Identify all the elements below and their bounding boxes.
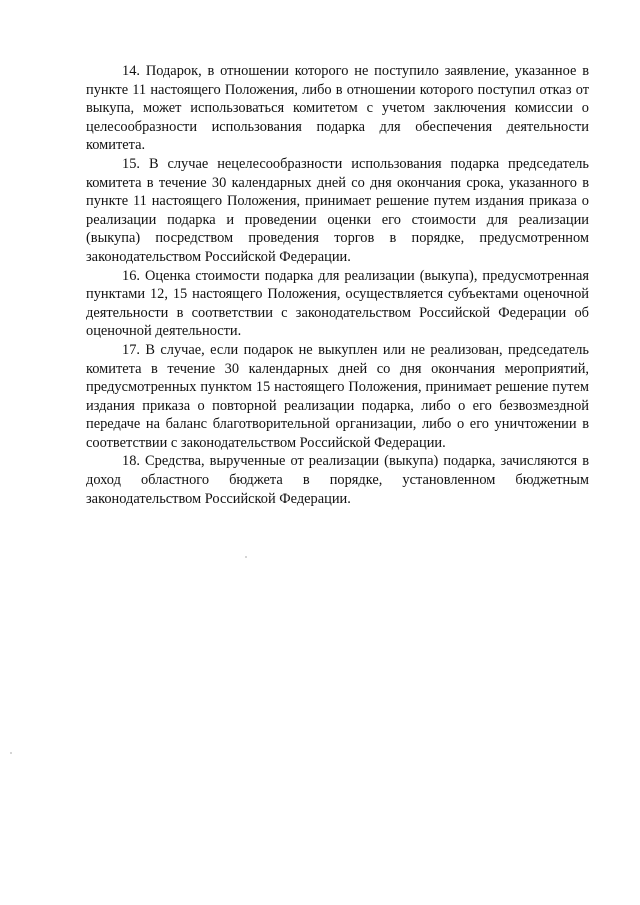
paragraph-14: 14. Подарок, в отношении которого не поступило заявление, указанное в пункте 11 настоящего Положения, либо в отношении которого поступил отказ от выкупа, может использоваться комитетом с учетом заключения комиссии о целесообразности использования подарка для обеспечения деятельности комитета. — [86, 63, 589, 154]
scan-speck — [245, 556, 247, 558]
document-body — [86, 62, 589, 508]
paragraph-15: 15. В случае нецелесообразности использования подарка председатель комитета в течение 30 календарных дней со дня окончания срока, указанного в пункте 11 настоящего Положения, принимает решение путем издания приказа о реализации подарка и проведении оценки его стоимости для реализации (выкупа) посредством проведения торгов в порядке, предусмотренном законодательством Российской Федерации. — [86, 155, 589, 265]
paragraph-18: 18. Средства, вырученные от реализации (выкупа) подарка, зачисляются в доход областного бюджета в порядке, установленном бюджетным законодательством Российской Федерации. — [86, 453, 589, 507]
paragraph-17: 17. В случае, если подарок не выкуплен или не реализован, председатель комитета в течение 30 календарных дней со дня окончания мероприятий, предусмотренных пунктом 15 настоящего Положения, принимает решение путем издания приказа о повторной реализации подарка, либо о его безвозмездной передаче на баланс благотворительной организации, либо о его уничтожении в соответствии с законодательством Российской Федерации. — [86, 341, 589, 451]
paragraph-16: 16. Оценка стоимости подарка для реализации (выкупа), предусмотренная пунктами 12, 15 настоящего Положения, осуществляется субъектами оценочной деятельности в соответствии с законодательством Российской Федерации об оценочной деятельности. — [86, 267, 589, 340]
scan-speck — [10, 752, 12, 754]
